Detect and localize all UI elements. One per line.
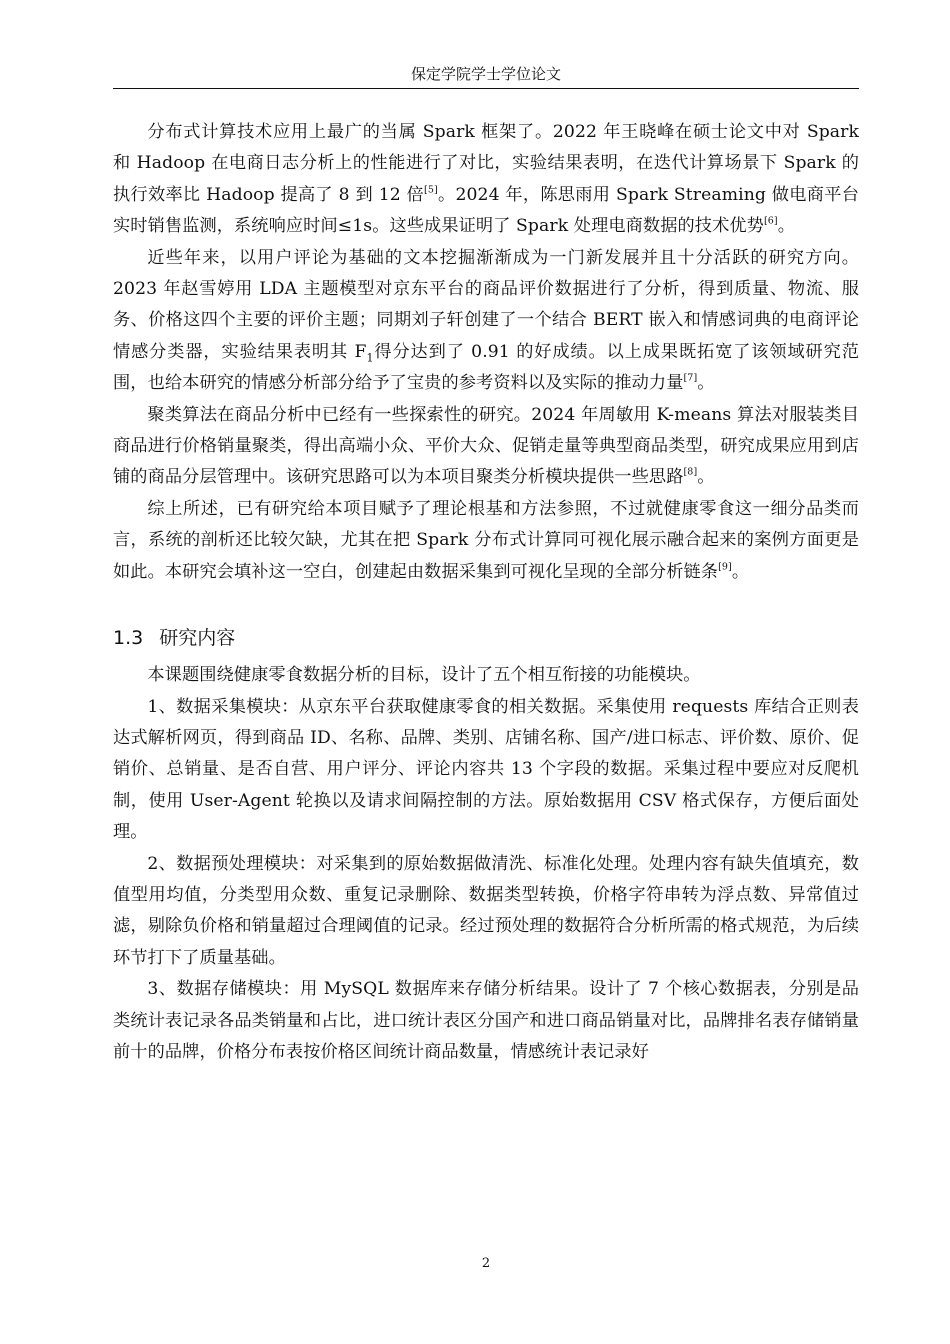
citation: [8] — [683, 466, 698, 478]
paragraph-text: 近些年来，以用户评论为基础的文本挖掘渐渐成为一门新发展并且十分活跃的研究方向。2023 年赵雪婷用 LDA 主题模型对京东平台的商品评价数据进行了分析，得到质量、物流、服务、价格这四个主要的评价主题；同期刘子轩创建了一个结合 BERT 嵌入和情感词典的电商评论情感分类器，实验结果表明其 F — [113, 247, 859, 362]
page-body — [113, 117, 859, 1068]
citation: [6] — [763, 215, 778, 227]
paragraph-text: 分布式计算技术应用上最广的当属 Spark 框架了。2022 年王晓峰在硕士论文中对 Spark 和 Hadoop 在电商日志分析上的性能进行了对比，实验结果表明，在迭代计算场景下 Spark 的执行效率比 Hadoop 提高了 8 到 12 倍 — [113, 122, 859, 205]
paragraph-text: 。 — [777, 216, 796, 237]
section-title: 研究内容 — [159, 627, 236, 650]
paragraph-intro: 本课题围绕健康零食数据分析的目标，设计了五个相互衔接的功能模块。 — [147, 665, 701, 686]
paragraph-summary — [113, 494, 859, 588]
citation: [9] — [718, 561, 732, 573]
citation: [5] — [424, 184, 438, 196]
paragraph-text-mining — [113, 243, 859, 400]
section-number: 1.3 — [113, 627, 144, 650]
paragraph-module-3: 3、数据存储模块：用 MySQL 数据库来存储分析结果。设计了 7 个核心数据表，分别是品类统计表记录各品类销量和占比，进口统计表区分国产和进口商品销量对比，品牌排名表存储销量前十的品牌，价格分布表按价格区间统计商品数量，情感统计表记录好 — [113, 979, 859, 1062]
paragraph-module-2: 2、数据预处理模块：对采集到的原始数据做清洗、标准化处理。处理内容有缺失值填充，数值型用均值，分类型用众数、重复记录删除、数据类型转换，价格字符串转为浮点数、异常值过滤，剔除负价格和销量超过合理阈值的记录。经过预处理的数据符合分析所需的格式规范，为后续环节打下了质量基础。 — [113, 853, 859, 968]
page-number: 2 — [481, 1256, 491, 1271]
paragraph-text: 。 — [697, 467, 715, 488]
paragraph-text: 。 — [731, 561, 750, 582]
paragraph-text: 综上所述，已有研究给本项目赋予了理论根基和方法参照，不过就健康零食这一细分品类而言，系统的剖析还比较欠缺，尤其在把 Spark 分布式计算同可视化展示融合起来的案例方面更是如此。本研究会填补这一空白，创建起由数据采集到可视化呈现的全部分析链条 — [113, 498, 859, 582]
paragraph-module-1: 1、数据采集模块：从京东平台获取健康零食的相关数据。采集使用 requests 库结合正则表达式解析网页，得到商品 ID、名称、品牌、类别、店铺名称、国产/进口标志、评价数、原价、促销价、总销量、是否自营、用户评分、评论内容共 13 个字段的数据。采集过程中要应对反爬机制，使用 User-Agent 轮换以及请求间隔控制的方法。原始数据用 CSV 格式保存，方便后面处理。 — [113, 696, 859, 843]
citation: [7] — [683, 372, 698, 384]
paragraph-text: 。2024 年，陈思雨用 Spark Streaming 做电商平台实时销售监测，系统响应时间≤1s。这些成果证明了 Spark 处理电商数据的技术优势 — [113, 184, 859, 237]
subscript: 1 — [366, 351, 374, 365]
paragraph-text: 。 — [697, 373, 715, 394]
running-header: 保定学院学士学位论文 — [410, 65, 561, 83]
header-rule — [113, 88, 859, 89]
paragraph-spark — [113, 117, 859, 243]
paragraph-text: 聚类算法在商品分析中已经有一些探索性的研究。2024 年周敏用 K-means 算法对服装类目商品进行价格销量聚类，得出高端小众、平价大众、促销走量等典型商品类型，研究成果应用到店铺的商品分层管理中。该研究思路可以为本项目聚类分析模块提供一些思路 — [113, 404, 859, 488]
section-heading — [113, 622, 859, 654]
paragraph-clustering — [113, 400, 859, 494]
paragraph-text: 得分达到了 0.91 的好成绩。以上成果既拓宽了该领域研究范围，也给本研究的情感分析部分给予了宝贵的参考资料以及实际的推动力量 — [113, 341, 860, 394]
